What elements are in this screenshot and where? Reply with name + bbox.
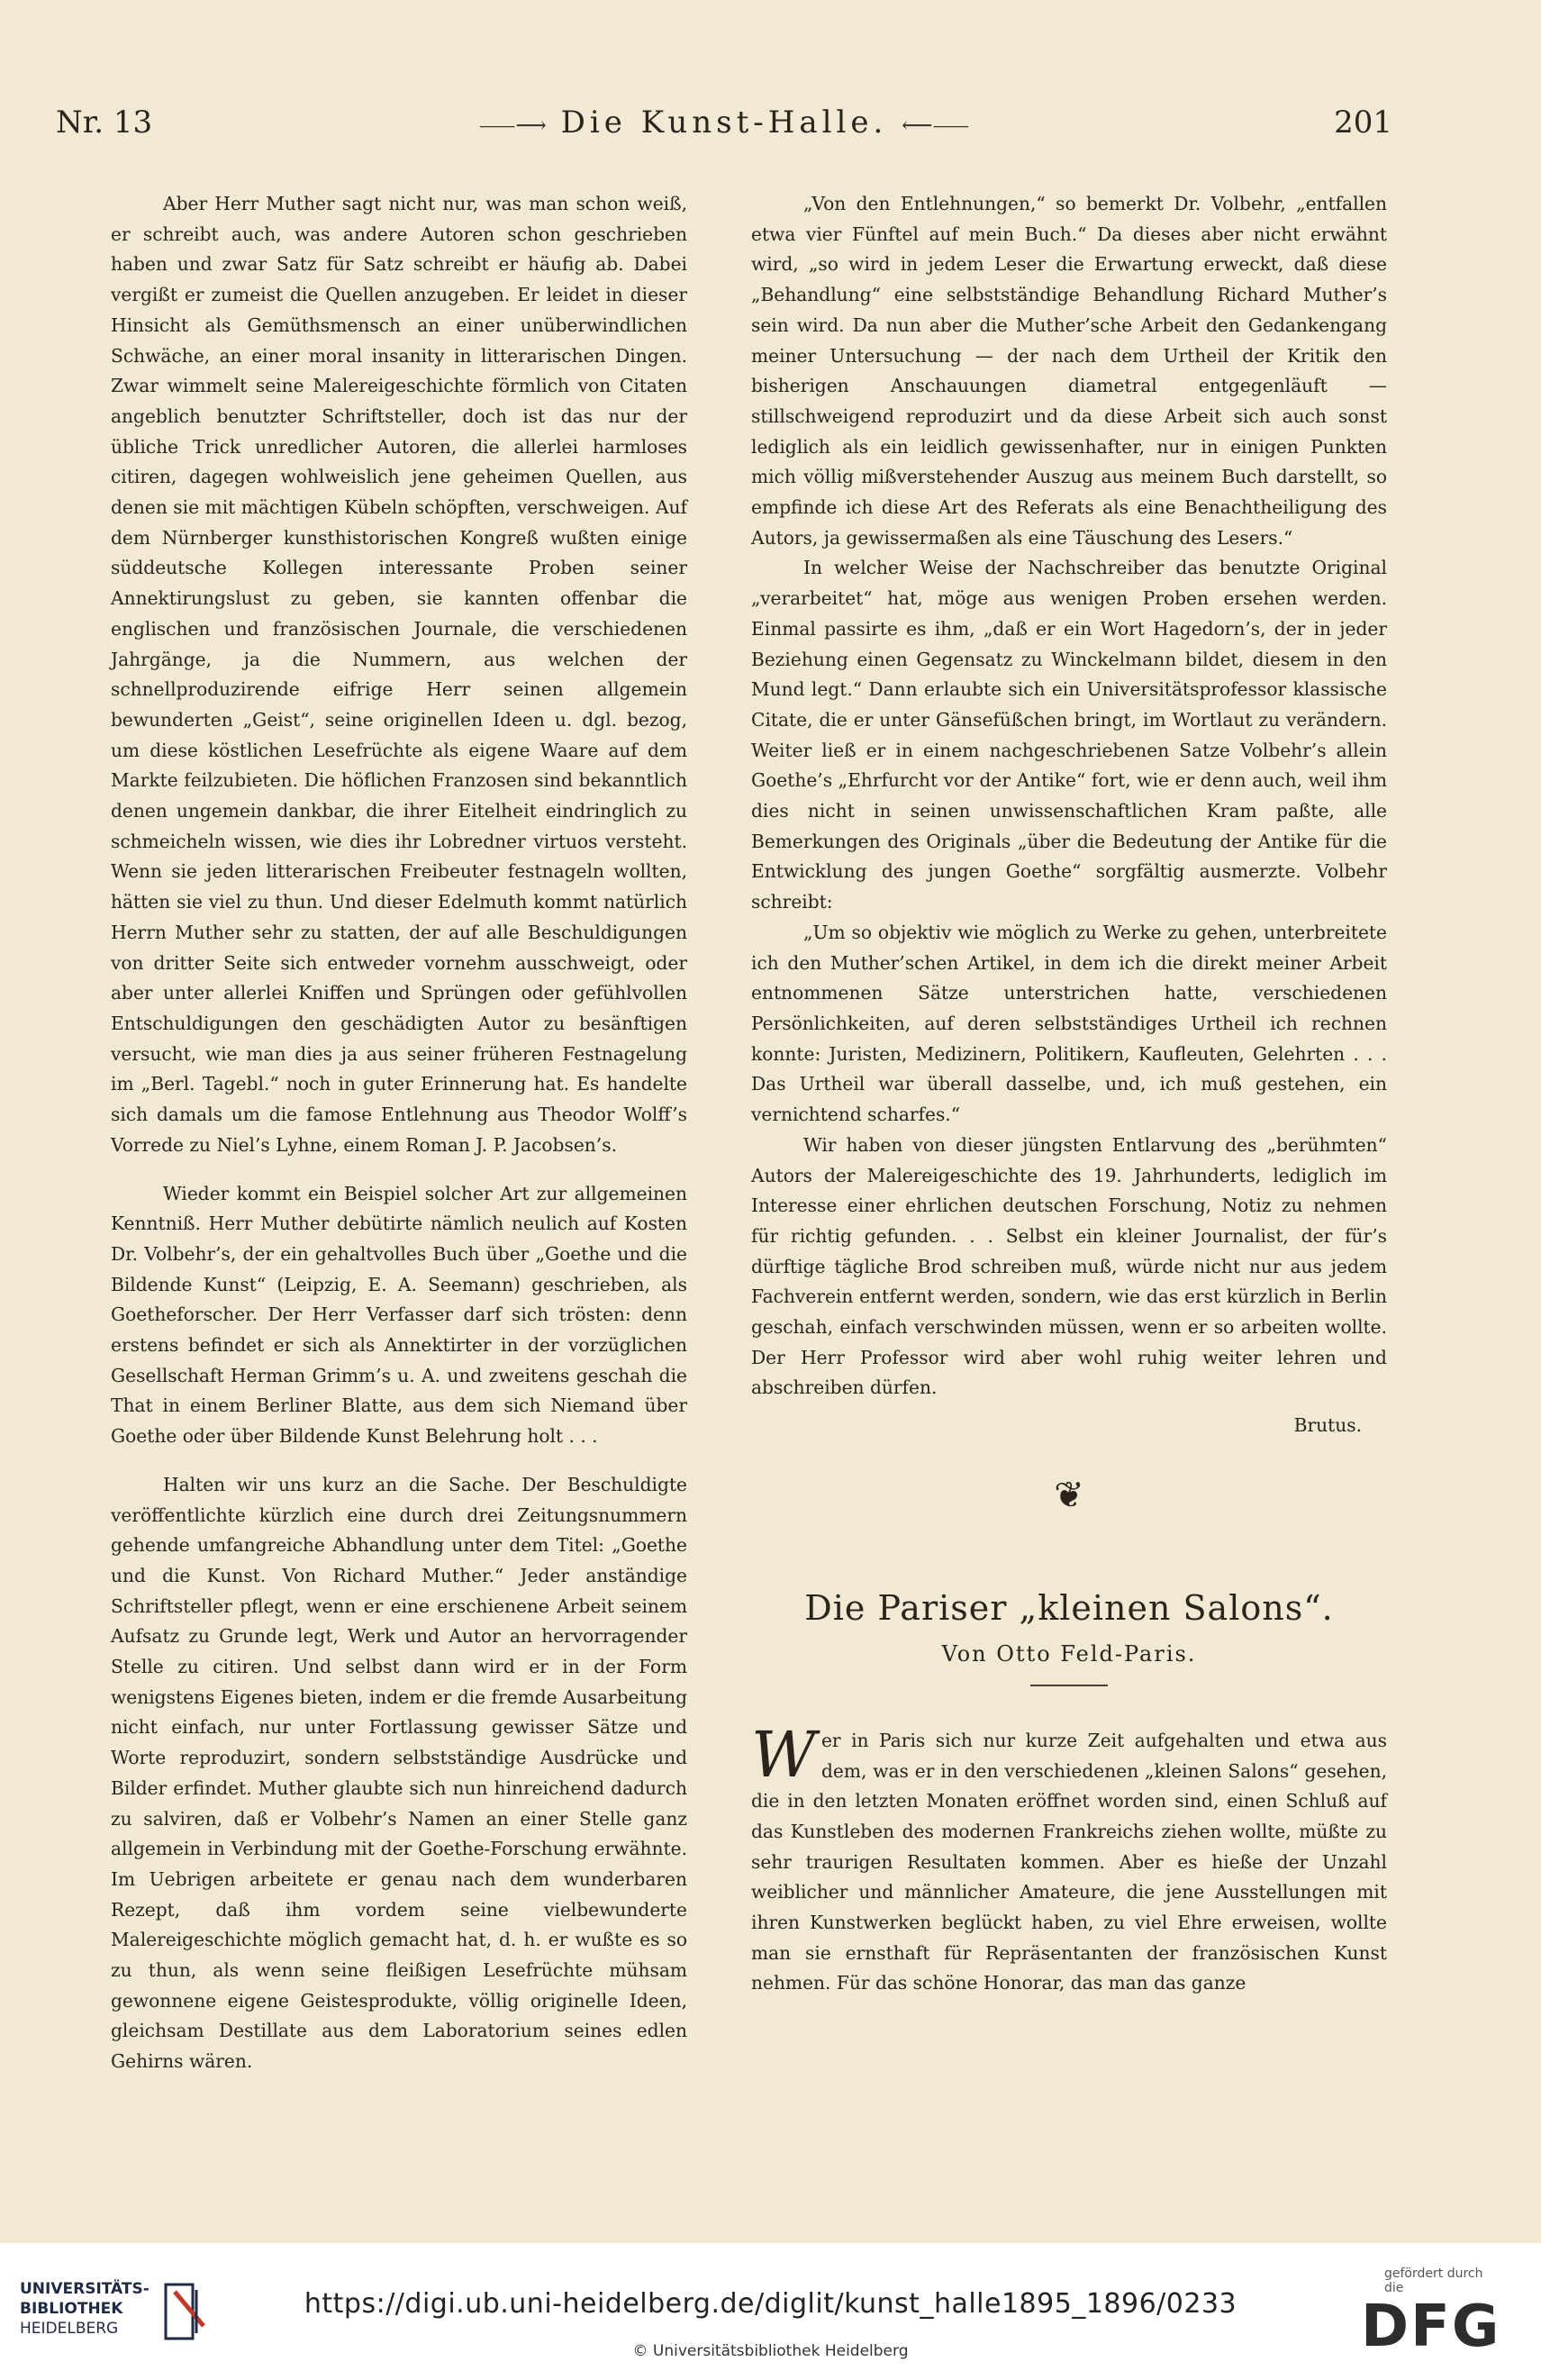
page-number: 201 [1334,104,1392,141]
library-name: UNIVERSITÄTS- BIBLIOTHEK HEIDELBERG [20,2280,150,2338]
author-signature: Brutus. [1293,1414,1362,1437]
copyright-notice: © Universitätsbibliothek Heidelberg [632,2342,909,2360]
journal-title: Die Kunst-Halle. [560,104,888,141]
divider [1030,1685,1108,1686]
paragraph: In welcher Weise der Nachschreiber das benutzte Original „verarbeitet“ hat, möge aus wenigen Proben ersehen werden. Einmal passirte es ihm, „daß er ein Wort Hagedorn’s, der in jeder Beziehung einen Gegensatz zu Winckelmann bildet, diesem in den Mund legt.“ Dann erlaubte sich ein Universitätsprofessor klassische Citate, die er unter Gänsefüßchen bringt, im Wortlaut zu verändern. Weiter ließ er in einem nachgeschriebenen Satze Volbehr’s allein Goethe’s „Ehrfurcht vor der Antike“ fort, wie er denn auch, weil ihm dies nicht in seinen unwissenschaftlichen Kram paßte, alle Bemerkungen des Originals „über die Bedeutung der Antike für die Entwicklung des jungen Goethe“ sorgfältig ausmerzte. Volbehr schreibt: [751,557,1387,913]
paragraph: „Von den Entlehnungen,“ so bemerkt Dr. Volbehr, „entfallen etwa vier Fünftel auf mein Buch.“ Da dieses aber nicht erwähnt wird, „so wird in jedem Leser die Erwartung erweckt, daß diese „Behandlung“ eine selbstständige Behandlung Richard Muther’s sein wird. Da nun aber die Muther’sche Arbeit den Gedankengang meiner Untersuchung — der nach dem Urtheil der Kritik den bisherigen Anschauungen diametral entgegenläuft — stillschweigend reproduzirt und da diese Arbeit sich auch sonst lediglich als ein leidlich gewissenhafter, nur in einigen Punkten mich völlig mißverstehender Auszug aus meinem Buch darstellt, so empfinde ich diese Art des Referats als eine Benachtheiligung des Autors, ja gewissermaßen als eine Täuschung des Lesers.“ [751,193,1387,549]
paragraph: „Um so objektiv wie möglich zu Werke zu gehen, unterbreitete ich den Muther’schen Artikel, in dem ich die direkt meiner Arbeit entnommenen Sätze unterstrichen hatte, verschiedenen Persönlichkeiten, auf deren selbstständiges Urtheil ich rechnen konnte: Juristen, Medizinern, Politikern, Kaufleuten, Gelehrten . . . Das Urtheil war überall dasselbe, und, ich muß gestehen, ein vernichtend scharfes.“ [751,921,1387,1126]
article-body [751,1717,1387,1999]
paragraph: Halten wir uns kurz an die Sache. Der Beschuldigte veröffentlichte kürzlich eine durch drei Zeitungsnummern gehende umfangreiche Abhandlung unter dem Titel: „Goethe und die Kunst. Von Richard Muther.“ Jeder anständige Schriftsteller pflegt, wenn er eine erschienene Arbeit seinem Aufsatz zu Grunde legt, Werk und Autor an hervorragender Stelle zu citiren. Und selbst dann wird er in der Form wenigstens Eigenes bieten, indem er die fremde Ausarbeitung nicht einfach, nur unter Fortlassung gewisser Sätze und Worte reproduzirt, sondern selbstständige Ausdrücke und Bilder erfindet. Muther glaubte sich nun hinreichend dadurch zu salviren, daß er Volbehr’s Namen an einer Stelle ganz allgemein in Verbindung mit der Goethe-Forschung erwähnte. Im Uebrigen arbeitete er genau nach dem wunderbaren Rezept, daß ihm vordem seine vielbewunderte Malereigeschichte möglich gemacht hat, d. h. er wußte es so zu thun, als wenn seine fleißigen Lesefrüchte mühsam gewonnene eigene Geistesprodukte, völlig originelle Ideen, gleichsam Destillate aus dem Laboratorium seines edlen Gehirns wären. [111,1473,687,2073]
funder-logo[interactable] [1361,2266,1505,2358]
article-text: er in Paris sich nur kurze Zeit aufgehalten und etwa aus dem, was er in den verschiedenen „kleinen Salons“ gesehen, die in den letzten Monaten eröffnet worden sind, einen Schluß auf das Kunstleben des modernen Frankreichs ziehen wollte, müßte zu sehr traurigen Resultaten kommen. Aber es hieße der Unzahl weiblicher und männlicher Amateure, die jene Ausstellungen mit ihren Kunstwerken beglückt haben, zu viel Ehre erweisen, wollte man sie ernsthaft für Repräsentanten der französischen Kunst nehmen. Für das schöne Honorar, das man das ganze [751,1729,1387,1994]
issue-number: Nr. 13 [56,104,153,141]
left-column [111,189,687,2077]
funder-note: gefördert durch die [1384,2266,1483,2295]
article-author: Von Otto Feld-Paris. [941,1640,1197,1667]
article-title: Die Pariser „kleinen Salons“. [804,1587,1334,1628]
drop-cap: W [751,1717,816,1792]
fleuron-icon: ❦ [1054,1474,1084,1516]
paragraph: Wir haben von dieser jüngsten Entlarvung des „berühmten“ Autors der Malereigeschichte des 19. Jahrhunderts, lediglich im Interesse einer ehrlichen deutschen Forschung, Notiz zu nehmen für richtig gefunden. . . Selbst ein kleiner Journalist, der für’s dürftige tägliche Brod schreiben muß, würde nicht nur aus jedem Fachverein entfernt werden, sondern, wie das erst kürzlich in Berlin geschah, einfach verschwinden müssen, wenn er so arbeiten wollte. Der Herr Professor wird aber wohl ruhig weiter lehren und abschreiben dürfen. [751,1133,1387,1399]
right-column [751,189,1387,1999]
ornament-left-icon: ⸺⟶ [478,113,547,138]
running-title [56,104,1392,141]
paragraph: Aber Herr Muther sagt nicht nur, was man schon weiß, er schreibt auch, was andere Autoren schon geschrieben haben und zwar Satz für Satz schreibt er häufig ab. Dabei vergißt er zumeist die Quellen anzugeben. Er leidet in dieser Hinsicht als Gemüthsmensch an einer unüberwindlichen Schwäche, an einer moral insanity in litterarischen Dingen. Zwar wimmelt seine Malereigeschichte förmlich von Citaten angeblich benutzter Schriftsteller, doch ist das nur der übliche Trick unredlicher Autoren, die allerlei harmloses citiren, dagegen wohlweislich jene geheimen Quellen, aus denen sie mit mächtigen Kübeln schöpften, verschweigen. Auf dem Nürnberger kunsthistorischen Kongreß wußten einige süddeutsche Kollegen interessante Proben seiner Annektirungslust zu geben, sie kannten offenbar die englischen und französischen Journale, die verschiedenen Jahrgänge, ja die Nummern, aus welchen der schnellproduzirende eifrige Herr seinen allgemein bewunderten „Geist“, seine originellen Ideen u. dgl. bezog, um diese köstlichen Lesefrüchte als eigene Waare auf dem Markte feilzubieten. Die höflichen Franzosen sind bekanntlich denen ungemein dankbar, die ihrer Eitelheit eindringlich zu schmeicheln wissen, wie dies ihr Lobredner virtuos versteht. Wenn sie jeden litterarischen Freibeuter festnageln wollten, hätten sie viel zu thun. Und dieser Edelmuth kommt natürlich Herrn Muther sehr zu statten, der auf alle Beschuldigungen von dritter Seite sich entweder vornehm ausschweigt, oder aber unter allerlei Kniffen und Sprüngen oder gefühlvollen Entschuldigungen den geschädigten Autor zu besänftigen versucht, wie man dies ja aus seiner früheren Festnagelung im „Berl. Tagebl.“ noch in guter Erinnerung hat. Es handelte sich damals um die famose Entlehnung aus Theodor Wolff’s Vorrede zu Niel’s Lyhne, einem Roman J. P. Jacobsen’s. [111,193,687,1156]
funder-name: DFG [1361,2294,1501,2360]
paragraph: Wieder kommt ein Beispiel solcher Art zur allgemeinen Kenntniß. Herr Muther debütirte nämlich neulich auf Kosten Dr. Volbehr’s, der ein gehaltvolles Buch über „Goethe und die Bildende Kunst“ (Leipzig, E. A. Seemann) geschrieben, als Goetheforscher. Der Herr Verfasser darf sich trösten: denn erstens befindet er sich als Annektirter in der vorzüglichen Gesellschaft Herman Grimm’s u. A. und zweitens geschah die That in einem Berliner Blatte, aus dem sich Niemand über Goethe oder über Bildende Kunst Belehrung holt . . . [111,1182,687,1448]
footer-bar [0,2243,1541,2380]
ornament-right-icon: ⟵⸺ [902,113,970,138]
permalink-url[interactable]: https://digi.ub.uni-heidelberg.de/diglit/kunst_halle1895_1896/0233 [304,2288,1237,2320]
page-header [56,104,1392,153]
